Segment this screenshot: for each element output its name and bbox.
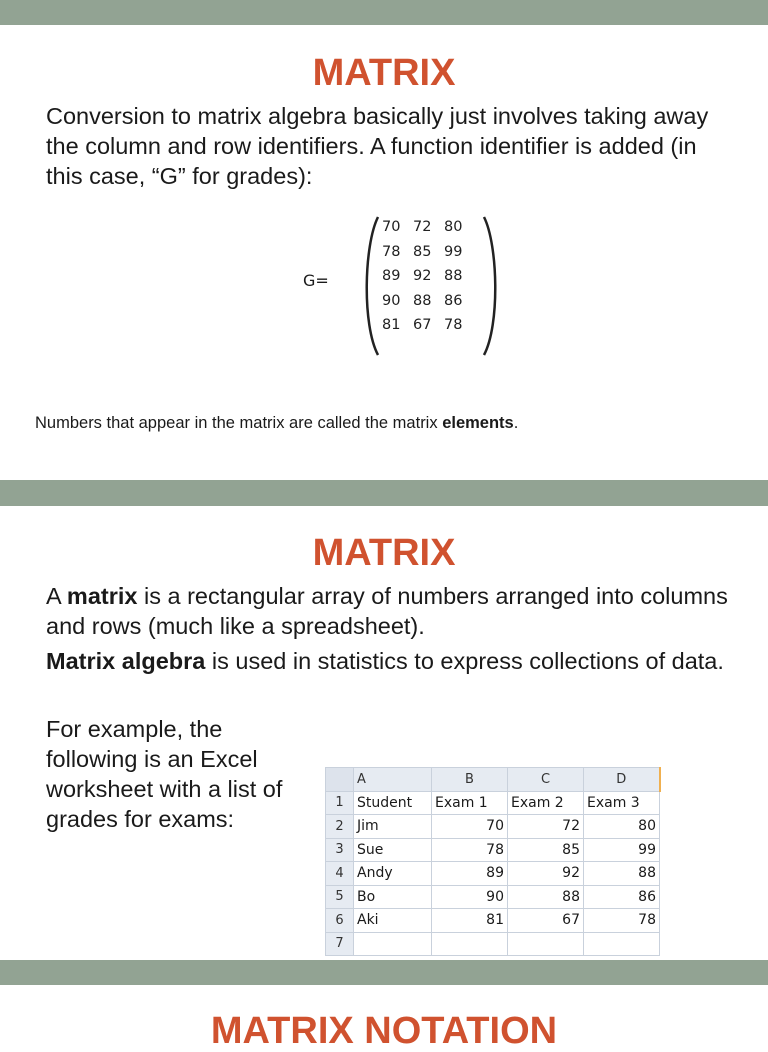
- table-row: [326, 815, 660, 839]
- slide-title-partial: [0, 1006, 768, 1052]
- row-number: 1: [326, 791, 354, 815]
- slide-title-text: MATRIX NOTATION: [210, 1010, 558, 1052]
- column-header: C: [508, 768, 584, 792]
- slide-divider-band: [0, 480, 768, 506]
- table-row: [326, 932, 660, 956]
- matrix-element: 78: [444, 317, 463, 333]
- table-row: [326, 909, 660, 933]
- matrix-element: 85: [413, 243, 432, 260]
- table-cell: 85: [508, 838, 584, 862]
- table-cell: 99: [584, 838, 660, 862]
- slide-top-band: [0, 0, 768, 25]
- row-number: 4: [326, 862, 354, 886]
- matrix-element: 70: [382, 219, 401, 235]
- matrix-algebra-paragraph: [46, 646, 736, 676]
- matrix-algebra-term: Matrix algebra: [46, 648, 206, 674]
- table-cell: 86: [584, 885, 660, 909]
- column-header: B: [432, 768, 508, 792]
- table-cell: 80: [584, 815, 660, 839]
- matrix-algebra-text: is used in statistics to express collections of data.: [205, 648, 724, 674]
- table-cell: 90: [432, 885, 508, 909]
- table-cell: 81: [432, 909, 508, 933]
- table-cell: 89: [432, 862, 508, 886]
- slide-title: MATRIX: [312, 52, 456, 94]
- definition-term: matrix: [66, 583, 138, 609]
- matrix-element: 86: [444, 292, 463, 309]
- left-paren-icon: [358, 215, 382, 357]
- grades-matrix: [300, 215, 510, 355]
- row-number: 2: [326, 815, 354, 839]
- matrix-row: [382, 293, 475, 318]
- table-cell: Sue: [354, 838, 432, 862]
- elements-caption: [35, 414, 518, 433]
- row-number: 7: [326, 932, 354, 956]
- table-cell: Jim: [354, 815, 432, 839]
- table-cell: 92: [508, 862, 584, 886]
- example-paragraph: For example, the following is an Excel worksheet with a list of grades for exams:: [46, 716, 283, 832]
- table-cell: Andy: [354, 862, 432, 886]
- table-cell: Student: [354, 791, 432, 815]
- row-number: 3: [326, 838, 354, 862]
- table-cell: Exam 2: [508, 791, 584, 815]
- matrix-element: 72: [413, 219, 432, 235]
- table-cell: Exam 1: [432, 791, 508, 815]
- matrix-element: 88: [413, 292, 432, 309]
- table-cell: Bo: [354, 885, 432, 909]
- caption-suffix: .: [513, 414, 519, 432]
- table-row: [326, 885, 660, 909]
- row-number: 6: [326, 909, 354, 933]
- row-number: 5: [326, 885, 354, 909]
- table-cell: 88: [508, 885, 584, 909]
- matrix-element: 67: [413, 317, 432, 333]
- table-cell: 67: [508, 909, 584, 933]
- matrix-element: 88: [444, 268, 463, 284]
- matrix-element: 90: [382, 292, 401, 309]
- table-cell: Exam 3: [584, 791, 660, 815]
- slide-divider-band: [0, 960, 768, 985]
- definition-text: is a rectangular array of numbers arranged into columns and rows (much like a spreadsheet).: [46, 583, 728, 639]
- table-cell: 78: [584, 909, 660, 933]
- column-header: D: [584, 768, 660, 792]
- matrix-definition: [46, 581, 736, 641]
- table-cell: 70: [432, 815, 508, 839]
- table-cell: [584, 932, 660, 956]
- matrix-element: 99: [444, 243, 463, 260]
- slide-title: MATRIX: [312, 532, 456, 574]
- table-cell: 78: [432, 838, 508, 862]
- select-all-corner: [326, 768, 354, 792]
- column-header: A: [354, 768, 432, 792]
- table-cell: [432, 932, 508, 956]
- table-cell: [508, 932, 584, 956]
- table-row: [326, 838, 660, 862]
- table-cell: 72: [508, 815, 584, 839]
- matrix-elements: [382, 219, 475, 342]
- table-cell: Aki: [354, 909, 432, 933]
- table-cell: 88: [584, 862, 660, 886]
- matrix-element: 89: [382, 268, 401, 284]
- matrix-element: 92: [413, 268, 432, 284]
- table-row: [326, 862, 660, 886]
- matrix-element: 81: [382, 317, 401, 333]
- matrix-element: 78: [382, 243, 401, 260]
- matrix-row: [382, 219, 475, 244]
- intro-paragraph: Conversion to matrix algebra basically just involves taking away the column and row identifiers. A function identifier is added (in this case, “G” for grades):: [46, 103, 709, 189]
- matrix-row: [382, 317, 475, 342]
- matrix-element: 80: [444, 219, 463, 235]
- definition-prefix: A: [46, 583, 67, 609]
- table-cell: [354, 932, 432, 956]
- column-header-row: [326, 768, 660, 792]
- caption-bold-term: elements: [442, 414, 514, 432]
- right-paren-icon: [480, 215, 504, 357]
- excel-worksheet: [325, 767, 661, 956]
- matrix-row: [382, 244, 475, 269]
- caption-text: Numbers that appear in the matrix are called the matrix: [35, 414, 443, 432]
- table-row: [326, 791, 660, 815]
- matrix-label: G=: [303, 271, 329, 290]
- matrix-row: [382, 268, 475, 293]
